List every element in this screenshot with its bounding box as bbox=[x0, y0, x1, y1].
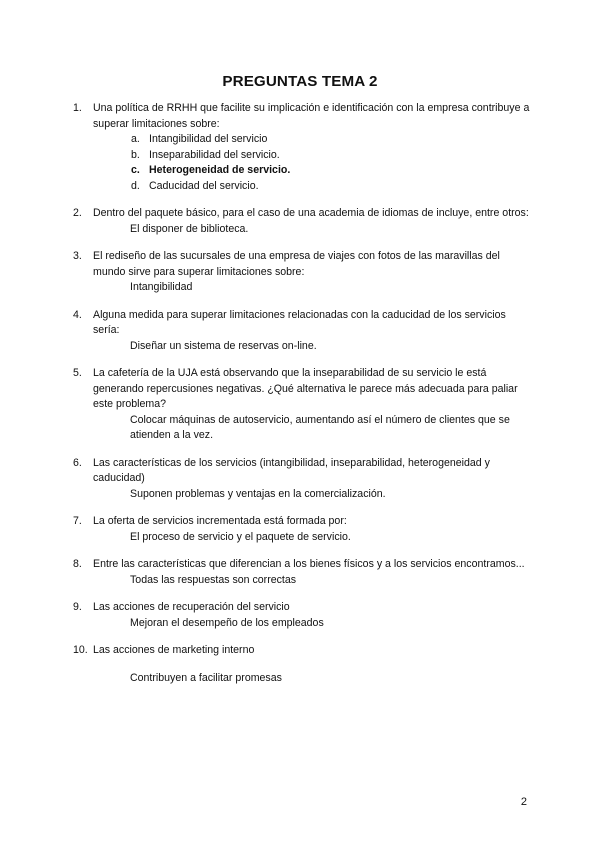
question-number: 1. bbox=[73, 102, 82, 114]
question-text: El rediseño de las sucursales de una empresa de viajes con fotos de las maravillas del mundo sirve para superar limitaciones sobre: bbox=[93, 250, 500, 278]
answer-text: El disponer de biblioteca. bbox=[130, 222, 249, 235]
question-8 bbox=[73, 557, 533, 588]
question-5 bbox=[73, 366, 533, 444]
question-text: Las características de los servicios (intangibilidad, inseparabilidad, heterogeneidad y caducidad) bbox=[93, 456, 490, 484]
question-7 bbox=[73, 514, 533, 545]
answer-text: Colocar máquinas de autoservicio, aumentando así el número de clientes que se atienden a la vez. bbox=[130, 413, 510, 441]
question-number: 6. bbox=[73, 456, 82, 469]
option-text: Intangibilidad del servicio bbox=[149, 133, 268, 145]
question-1 bbox=[73, 101, 533, 194]
option-letter: d. bbox=[131, 179, 140, 192]
option-a bbox=[130, 132, 533, 148]
option-c-correct bbox=[130, 163, 533, 179]
question-number: 8. bbox=[73, 558, 82, 570]
answer-text: Contribuyen a facilitar promesas bbox=[130, 671, 282, 684]
question-text: Una política de RRHH que facilite su implicación e identificación con la empresa contribuye a superar limitaciones sobre: bbox=[93, 102, 530, 130]
question-text: Las acciones de recuperación del servicio bbox=[93, 601, 290, 613]
option-text: Heterogeneidad de servicio. bbox=[149, 164, 291, 176]
question-number: 2. bbox=[73, 207, 82, 219]
question-number: 9. bbox=[73, 601, 82, 613]
answer-text: Intangibilidad bbox=[130, 281, 193, 293]
question-6 bbox=[73, 456, 533, 503]
question-number: 10. bbox=[73, 644, 88, 656]
answer-text: Suponen problemas y ventajas en la comercialización. bbox=[130, 487, 386, 500]
option-b bbox=[130, 148, 533, 164]
question-text: La oferta de servicios incrementada está formada por: bbox=[93, 515, 347, 527]
page-number: 2 bbox=[520, 796, 527, 808]
option-list bbox=[93, 132, 533, 194]
question-3 bbox=[73, 249, 533, 296]
question-10 bbox=[73, 643, 533, 686]
page-title: PREGUNTAS TEMA 2 bbox=[222, 73, 378, 90]
question-number: 3. bbox=[73, 250, 82, 262]
question-list bbox=[73, 101, 533, 698]
answer-text: Todas las respuestas son correctas bbox=[130, 573, 297, 586]
question-text: Las acciones de marketing interno bbox=[93, 644, 255, 656]
option-letter: c. bbox=[131, 164, 140, 176]
question-text: Entre las características que diferencian a los bienes físicos y a los servicios encontramos... bbox=[93, 558, 525, 570]
option-d bbox=[130, 179, 533, 195]
answer-text: Mejoran el desempeño de los empleados bbox=[130, 616, 324, 629]
option-letter: b. bbox=[131, 148, 140, 161]
question-number: 7. bbox=[73, 515, 82, 527]
question-text: Dentro del paquete básico, para el caso de una academia de idiomas de incluye, entre otros: bbox=[93, 207, 529, 219]
question-4 bbox=[73, 308, 533, 355]
answer-text: El proceso de servicio y el paquete de servicio. bbox=[130, 530, 351, 543]
question-text: Alguna medida para superar limitaciones relacionadas con la caducidad de los servicios sería: bbox=[93, 308, 506, 336]
question-number: 4. bbox=[73, 308, 82, 321]
question-number: 5. bbox=[73, 367, 82, 379]
question-9 bbox=[73, 600, 533, 631]
answer-text: Diseñar un sistema de reservas on-line. bbox=[130, 339, 317, 352]
option-letter: a. bbox=[131, 133, 140, 145]
option-text: Caducidad del servicio. bbox=[149, 179, 259, 192]
option-text: Inseparabilidad del servicio. bbox=[149, 148, 280, 161]
question-text: La cafetería de la UJA está observando que la inseparabilidad de su servicio le está generando repercusiones negativas. ¿Qué alternativa le parece más adecuada para paliar este problema? bbox=[93, 367, 518, 410]
question-2 bbox=[73, 206, 533, 237]
